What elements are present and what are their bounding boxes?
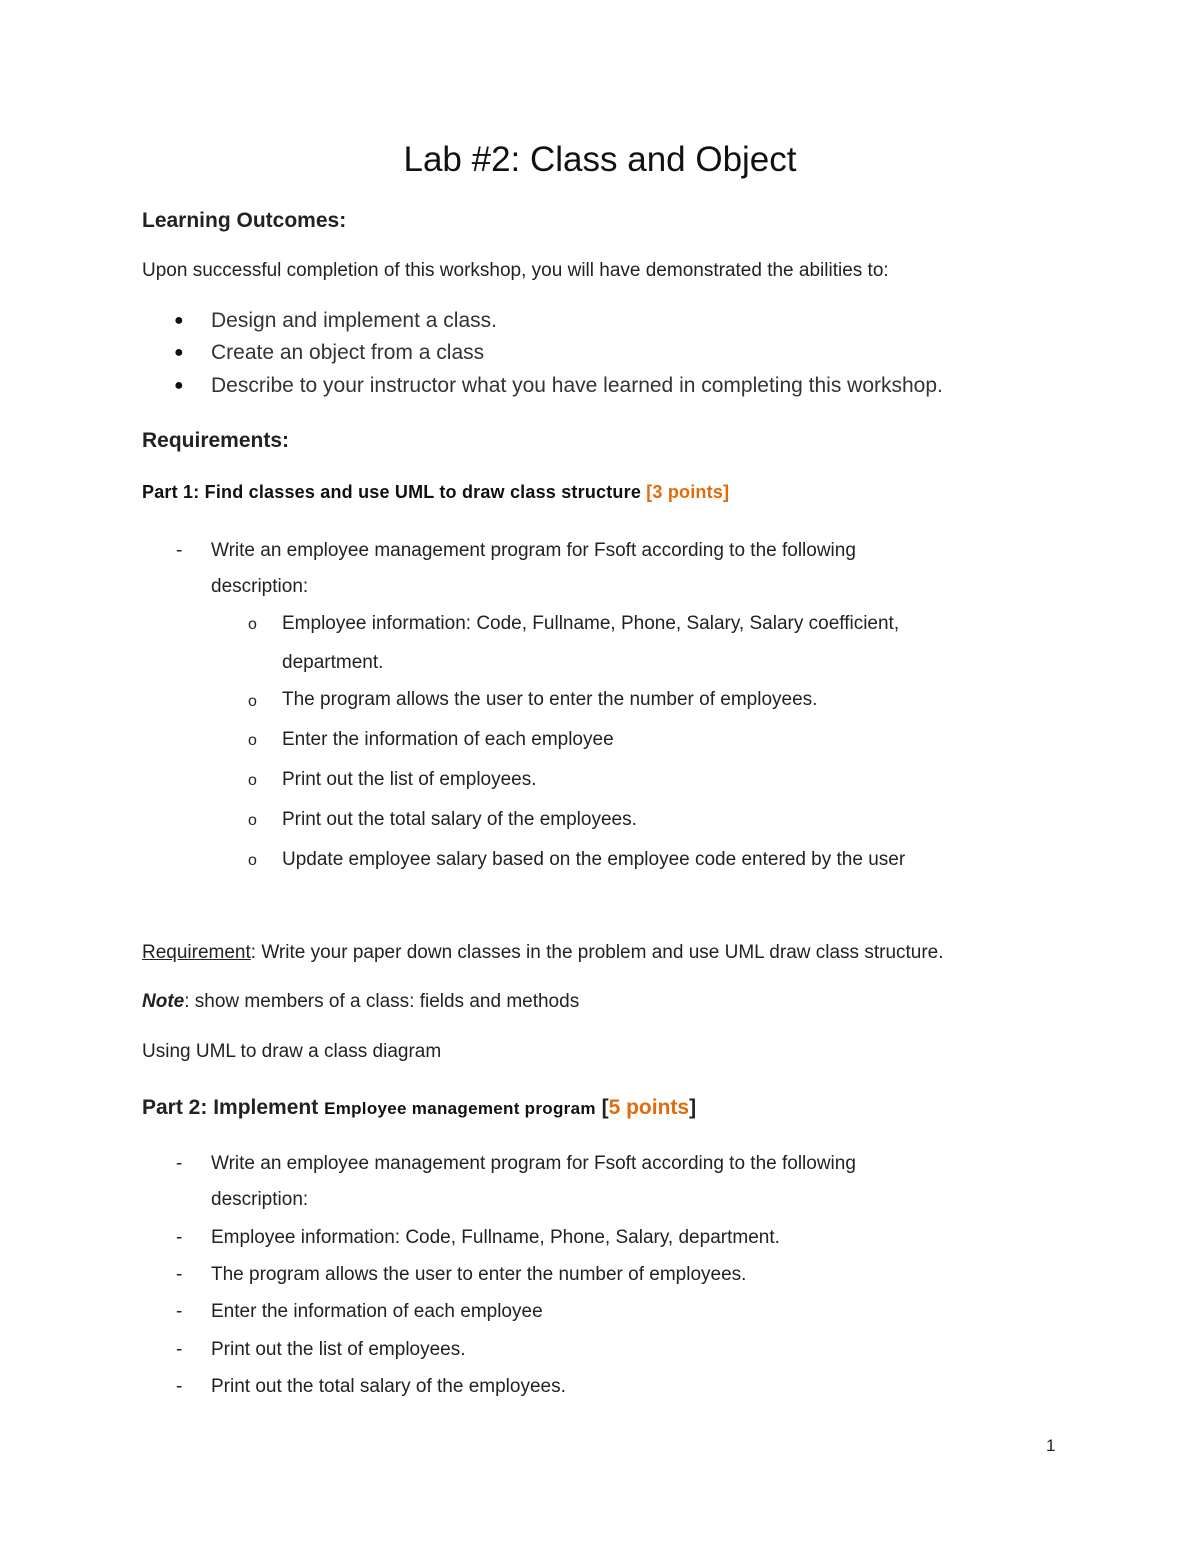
- dash-icon: -: [176, 1339, 183, 1360]
- dash-icon: -: [176, 540, 183, 561]
- dash-icon: -: [176, 1153, 183, 1174]
- part1-task-line1: Write an employee management program for Fsoft according to the following: [211, 540, 856, 561]
- part2-heading-b: Employee management program: [324, 1099, 596, 1118]
- requirement-line: [142, 942, 944, 964]
- circle-bullet-icon: o: [248, 812, 257, 829]
- part2-item: Print out the total salary of the employees.: [211, 1376, 566, 1397]
- part2-item: Write an employee management program for Fsoft according to the following: [211, 1153, 856, 1174]
- part1-task-line2: description:: [211, 576, 309, 597]
- bullet-icon: ●: [174, 344, 184, 361]
- page-title: Lab #2: Class and Object: [403, 140, 797, 179]
- part1-heading-text: Part 1: Find classes and use UML to draw class structure: [142, 482, 647, 502]
- part1-sub-item: Enter the information of each employee: [282, 729, 614, 750]
- dash-icon: -: [176, 1376, 183, 1397]
- part1-sub-item: The program allows the user to enter the number of employees.: [282, 689, 818, 710]
- dash-icon: -: [176, 1301, 183, 1322]
- note-label: Note: [142, 991, 185, 1012]
- dash-icon: -: [176, 1264, 183, 1285]
- uml-line: Using UML to draw a class diagram: [142, 1041, 442, 1062]
- part1-points: [3 points]: [646, 482, 730, 502]
- part1-sub-item: Print out the total salary of the employees.: [282, 809, 637, 830]
- requirement-text: : Write your paper down classes in the problem and use UML draw class structure.: [250, 942, 944, 963]
- part2-item: The program allows the user to enter the number of employees.: [211, 1264, 747, 1285]
- learning-outcomes-heading: Learning Outcomes:: [142, 209, 347, 232]
- outcome-item: Design and implement a class.: [211, 309, 497, 332]
- requirements-heading: Requirements:: [142, 429, 290, 452]
- circle-bullet-icon: o: [248, 616, 257, 633]
- outcome-item: Create an object from a class: [211, 341, 485, 364]
- part1-heading: [142, 482, 729, 503]
- page-number: 1: [1046, 1436, 1056, 1455]
- part2-item: Print out the list of employees.: [211, 1339, 466, 1360]
- circle-bullet-icon: o: [248, 772, 257, 789]
- circle-bullet-icon: o: [248, 732, 257, 749]
- part1-sub-item: Employee information: Code, Fullname, Phone, Salary, Salary coefficient,: [282, 613, 900, 634]
- part2-bracket-open: [: [595, 1096, 609, 1119]
- part1-sub-item: Update employee salary based on the employee code entered by the user: [282, 849, 906, 870]
- part2-item: Enter the information of each employee: [211, 1301, 543, 1322]
- part2-points: 5 points: [608, 1096, 690, 1119]
- circle-bullet-icon: o: [248, 693, 257, 710]
- circle-bullet-icon: o: [248, 852, 257, 869]
- part1-sub-item-continued: department.: [282, 652, 384, 673]
- part2-heading: [142, 1096, 696, 1120]
- note-line: [142, 991, 579, 1013]
- part2-item: Employee information: Code, Fullname, Phone, Salary, department.: [211, 1227, 780, 1248]
- part1-sub-item: Print out the list of employees.: [282, 769, 537, 790]
- learning-outcomes-intro: Upon successful completion of this workshop, you will have demonstrated the abilities to:: [142, 260, 889, 281]
- requirement-label: Requirement: [142, 942, 251, 963]
- bullet-icon: ●: [174, 312, 184, 329]
- part2-bracket-close: ]: [689, 1096, 697, 1119]
- outcome-item: Describe to your instructor what you have learned in completing this workshop.: [211, 374, 943, 397]
- part2-heading-a: Part 2: Implement: [142, 1096, 325, 1119]
- part2-item-continued: description:: [211, 1189, 309, 1210]
- note-text: : show members of a class: fields and methods: [184, 991, 580, 1012]
- bullet-icon: ●: [174, 377, 184, 394]
- dash-icon: -: [176, 1227, 183, 1248]
